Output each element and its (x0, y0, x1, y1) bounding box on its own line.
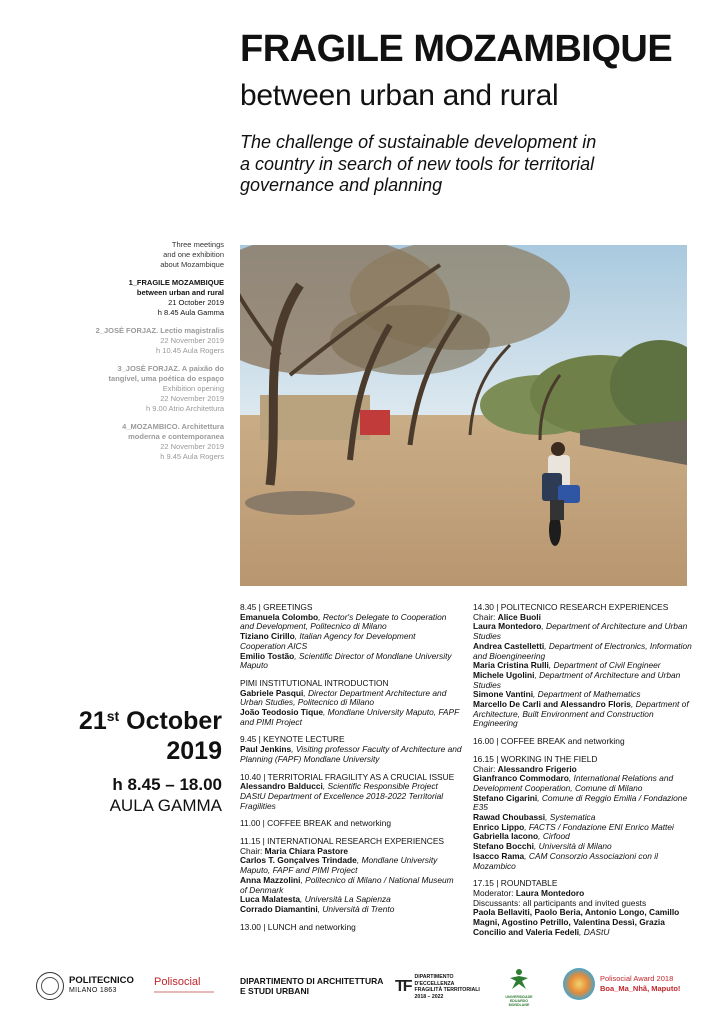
speaker-name: Maria Cristina Rulli (473, 660, 549, 671)
poster-title: FRAGILE MOZAMBIQUE (240, 28, 673, 70)
dastu-line: E STUDI URBANI (240, 986, 309, 996)
chair-name: Maria Chiara Pastore (264, 845, 348, 856)
speaker-affiliation: , Department of Civil Engineer (548, 660, 661, 671)
award-line: Boa_Ma_Nhã, Maputo! (600, 984, 681, 993)
speaker-affiliation: , Director Department Architecture and Urban Studies, Politecnico di Milano (240, 687, 447, 708)
meeting-detail: 22 November 2019 (160, 336, 224, 345)
program-left-column (240, 603, 462, 940)
event-date-block (79, 706, 222, 816)
meetings-intro (24, 240, 224, 270)
award-emblem-icon (563, 968, 595, 1000)
program-speaker (473, 622, 698, 641)
program-section-head: 8.45 | GREETINGS (240, 602, 313, 612)
date-month: October (126, 707, 222, 735)
program-speaker (473, 671, 698, 690)
speaker-affiliation: , Italian Agency for Development Cooperation AICS (240, 631, 416, 651)
speaker-name: Carlos T. Gonçalves Trindade (240, 855, 357, 866)
speaker-name: Emanuela Colombo (240, 611, 319, 622)
program-section-head: 17.15 | ROUNDTABLE (473, 878, 558, 889)
speaker-affiliation: , Rector's Delegate to Cooperation and Development, Politecnico di Milano (240, 611, 447, 632)
lead-line: a country in search of new tools for territorial (240, 153, 595, 174)
speaker-name: Gabriele Pasqui (240, 687, 304, 698)
excellence-line: D'ECCELLENZA (414, 980, 455, 987)
lead-line: governance and planning (240, 175, 443, 196)
speaker-affiliation: , Cirfood (538, 831, 570, 842)
award-logo (563, 968, 680, 1000)
event-room: AULA GAMMA (109, 796, 222, 816)
speaker-affiliation: , Systematica (545, 812, 596, 823)
speaker-affiliation: , Scientific Director of Mondlane University Maputo (240, 650, 452, 671)
meeting-title: 3_JOSÈ FORJAZ. A paixão do (117, 364, 224, 373)
meeting-title: 2_JOSÈ FORJAZ. Lectio magistralis (95, 326, 224, 335)
program-section-head: 9.45 | KEYNOTE LECTURE (240, 734, 345, 745)
meeting-detail: h 8.45 Aula Gamma (157, 308, 224, 317)
speaker-name: Rawad Choubassi (473, 812, 546, 823)
speaker-name: Michele Ugolini (473, 669, 535, 680)
speaker-name: Paul Jenkins (240, 744, 292, 755)
program-section (240, 735, 462, 764)
program-section (240, 679, 462, 728)
speaker-affiliation: , Università di Trento (317, 903, 395, 914)
program-speaker (473, 794, 698, 813)
meeting-item-2 (24, 326, 224, 356)
award-line: Polisocial Award 2018 (600, 974, 674, 983)
speaker-name: Simone Vantini (473, 689, 534, 700)
program-speaker (240, 708, 462, 727)
uem-line: UNIVERSIDADE (505, 995, 533, 999)
speaker-affiliation: , FACTS / Fondazione ENI Enrico Mattei (524, 821, 674, 832)
chair-name: Alessandro Frigerio (497, 763, 577, 774)
program-section (240, 773, 462, 812)
polisocial-name: Polisocial (154, 976, 201, 988)
program-speaker (240, 745, 462, 764)
politecnico-logo (36, 972, 134, 1000)
politecnico-name: POLITECNICO (69, 975, 134, 986)
meeting-detail: h 9.45 Aula Rogers (160, 452, 224, 461)
meeting-item-3 (24, 364, 224, 414)
program-section-head: 14.30 | POLITECNICO RESEARCH EXPERIENCES (473, 602, 669, 612)
meeting-detail: h 9.00 Atrio Architettura (146, 404, 224, 413)
speaker-affiliation: , Department of Mathematics (533, 689, 641, 700)
program-speaker (240, 905, 462, 915)
speaker-affiliation: , Università La Sapienza (300, 894, 391, 905)
meeting-title: between urban and rural (136, 288, 224, 297)
dastu-logo (240, 976, 383, 996)
excellence-line: 2018 – 2022 (414, 993, 444, 1000)
meeting-item-4 (24, 422, 224, 462)
excellence-line: DIPARTIMENTO (414, 974, 454, 980)
program-speaker (240, 652, 462, 671)
speaker-affiliation: , Department of Architecture and Urban Studies (473, 669, 681, 690)
speaker-affiliation: , Department of Architecture and Urban Studies (473, 621, 688, 642)
program-speaker (240, 856, 462, 875)
meeting-detail: h 10.45 Aula Rogers (156, 346, 224, 355)
footer-logos (0, 964, 724, 1014)
program-section-head: 16.00 | COFFEE BREAK and networking (473, 736, 625, 747)
speaker-affiliation: , Department of Electronics, Information and Bioengineering (473, 640, 692, 661)
politecnico-sub: MILANO 1863 (69, 987, 117, 994)
program-speaker (473, 774, 698, 793)
speaker-affiliation: , DAStU (579, 926, 610, 937)
date-suffix: st (106, 708, 120, 724)
program-section-head: 13.00 | LUNCH and networking (240, 921, 356, 932)
speaker-affiliation: , Mondlane University Maputo, FAPF and PIMI Project (240, 855, 438, 876)
speaker-name: Paola Bellaviti, Paolo Beria, Antonio Longo, Camillo Magni, Agostino Petrillo, Valentina Dessì, Grazia Concilio and Valeria Fedeli (473, 907, 680, 937)
intro-line: Three meetings (171, 240, 224, 249)
program-section (240, 923, 462, 933)
speaker-affiliation: , Department of Architecture, Built Environment and Construction Engineering (473, 699, 689, 729)
program-speaker (473, 852, 698, 871)
speaker-name: Gianfranco Commodaro (473, 773, 569, 784)
program-speaker (240, 782, 462, 811)
meeting-item-1 (24, 278, 224, 318)
speaker-name: Luca Malatesta (240, 894, 301, 905)
program-section (473, 737, 698, 747)
speaker-name: Marcello De Carli and Alessandro Floris (473, 699, 631, 710)
speaker-name: Tiziano Cirillo (240, 631, 295, 642)
meeting-title: 4_MOZAMBICO. Architettura (122, 422, 224, 431)
poster-lead (240, 132, 680, 197)
program-section-head: 16.15 | WORKING IN THE FIELD (473, 753, 598, 764)
speaker-name: Alessandro Balducci (240, 781, 323, 792)
intro-line: about Mozambique (160, 260, 224, 269)
speaker-name: Laura Montedoro (473, 621, 542, 632)
speaker-name: Anna Mazzolini (240, 874, 301, 885)
event-year: 2019 (166, 737, 222, 765)
speaker-name: Andrea Castelletti (473, 640, 545, 651)
chair-label: Chair: (240, 845, 265, 856)
speaker-name: Stefano Cigarini (473, 792, 538, 803)
uem-line: EDUARDO (509, 999, 529, 1003)
program-right-column (473, 603, 698, 946)
speaker-name: Emilio Tostão (240, 650, 295, 661)
event-hours: h 8.45 – 18.00 (112, 775, 222, 795)
program-speaker (240, 689, 462, 708)
program-section-head: 10.40 | TERRITORIAL FRAGILITY AS A CRUCIAL ISSUE (240, 771, 455, 782)
meeting-title: tangível, uma poética do espaço (108, 374, 224, 383)
speaker-name: João Teodosio Tique (240, 707, 323, 718)
speaker-affiliation: , Scientific Responsible Project DAStU Department of Excellence 2018-2022 Territorial Fragilities (240, 781, 444, 811)
date-day: 21 (78, 707, 107, 735)
program-speaker (240, 876, 462, 895)
politecnico-seal-icon (36, 972, 64, 1000)
chair-label: Moderator: (473, 887, 516, 898)
program-section (240, 837, 462, 915)
program-speaker (240, 632, 462, 651)
uem-logo (503, 968, 535, 1007)
meeting-title: moderna e contemporanea (128, 432, 224, 441)
street-photo (240, 245, 687, 586)
uem-figure-icon (508, 968, 530, 990)
speaker-affiliation: , Università di Milano (533, 841, 612, 852)
speaker-name: Gabriella Iacono (473, 831, 539, 842)
speaker-name: Isacco Rama (473, 850, 525, 861)
program-section (240, 603, 462, 671)
speaker-name: Corrado Diamantini (240, 903, 318, 914)
speaker-affiliation: , International Relations and Development Cooperation, Comune di Milano (473, 773, 674, 793)
street-photo-illustration (240, 245, 687, 586)
program-section (473, 755, 698, 871)
speaker-affiliation: , Politecnico di Milano / National Museum of Denmark (240, 874, 454, 895)
poster-subtitle: between urban and rural (240, 79, 559, 112)
dastu-line: DIPARTIMENTO DI ARCHITETTURA (240, 976, 384, 986)
program-section-head: PIMI INSTITUTIONAL INTRODUCTION (240, 677, 389, 688)
program-speaker (240, 613, 462, 632)
speaker-affiliation: , Mondlane University Maputo, FAPF and PIMI Project (240, 707, 460, 727)
chair-name: Alice Buoli (497, 611, 541, 622)
speaker-affiliation: , Comune di Reggio Emilia / Fondazione E35 (473, 792, 688, 813)
excellence-mark-icon: TF (395, 978, 411, 995)
excellence-logo (395, 974, 480, 1000)
polisocial-underline (154, 991, 214, 993)
program-speaker (473, 700, 698, 729)
program-section-head: 11.15 | INTERNATIONAL RESEARCH EXPERIENCES (240, 836, 445, 847)
intro-line: and one exhibition (163, 250, 224, 259)
program-section-head: 11.00 | COFFEE BREAK and networking (240, 818, 391, 829)
meetings-list (24, 240, 224, 470)
speaker-affiliation: , Visiting professor Faculty of Architecture and Planning (FAPF) Mondlane University (240, 744, 462, 764)
uem-line: MONDLANE (508, 1003, 530, 1007)
program-section (473, 603, 698, 729)
meeting-detail: Exhibition opening (162, 384, 224, 393)
chair-label: Chair: (473, 763, 498, 774)
program-speaker (473, 642, 698, 661)
program-speaker (473, 908, 698, 937)
excellence-line: FRAGILITÀ TERRITORIALI (414, 987, 480, 993)
lead-line: The challenge of sustainable development in (240, 132, 597, 152)
chair-label: Chair: (473, 611, 498, 622)
meeting-detail: 21 October 2019 (168, 298, 224, 307)
speaker-name: Enrico Lippo (473, 821, 525, 832)
polisocial-logo (154, 976, 214, 993)
program-section (473, 879, 698, 937)
event-date (79, 706, 222, 736)
meeting-title: 1_FRAGILE MOZAMBIQUE (128, 278, 224, 287)
chair-name: Laura Montedoro (515, 887, 585, 898)
meeting-detail: 22 November 2019 (160, 442, 224, 451)
speaker-name: Stefano Bocchi (473, 841, 534, 852)
speaker-affiliation: , CAM Consorzio Associazioni con il Mozambico (473, 850, 658, 871)
meeting-detail: 22 November 2019 (160, 394, 224, 403)
program-section (240, 819, 462, 829)
program-extra: Discussants: all participants and invited guests (473, 897, 647, 908)
